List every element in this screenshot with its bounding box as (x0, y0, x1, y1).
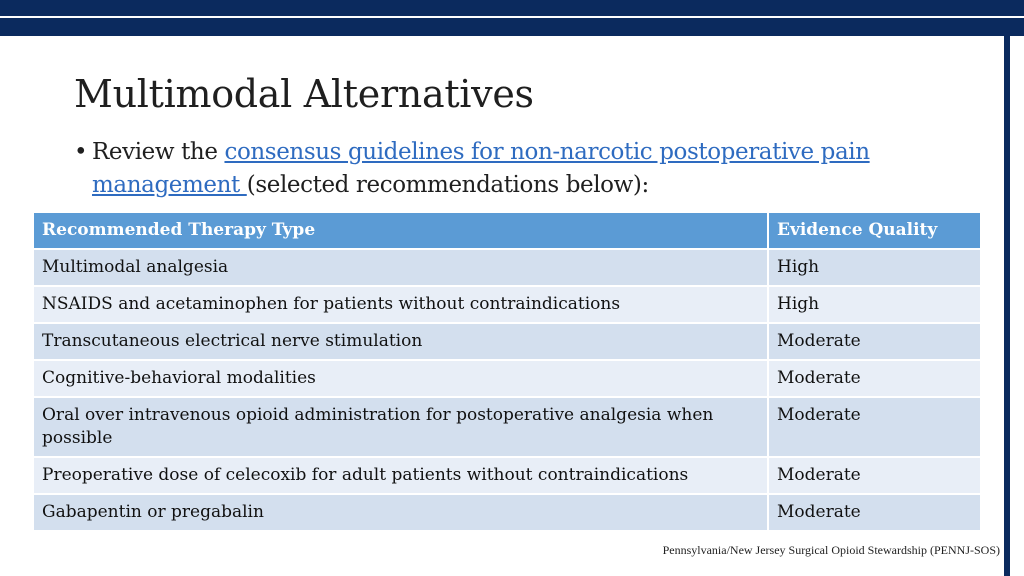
bullet-marker: • (74, 139, 88, 165)
header-evidence-quality: Evidence Quality (768, 212, 981, 249)
top-header-band (0, 0, 1024, 36)
evidence-cell: Moderate (768, 457, 981, 494)
footer-organization: Pennsylvania/New Jersey Surgical Opioid Stewardship (PENNJ-SOS) (662, 543, 1000, 557)
evidence-cell: High (768, 249, 981, 286)
recommendations-table (32, 211, 982, 532)
therapy-cell: Gabapentin or pregabalin (33, 494, 768, 531)
table-row (33, 286, 981, 323)
therapy-cell: Transcutaneous electrical nerve stimulation (33, 323, 768, 360)
therapy-cell: Multimodal analgesia (33, 249, 768, 286)
bullet-prefix: Review the (92, 139, 225, 165)
therapy-cell: NSAIDS and acetaminophen for patients without contraindications (33, 286, 768, 323)
table-row (33, 249, 981, 286)
evidence-cell: Moderate (768, 397, 981, 457)
table-row (33, 457, 981, 494)
slide-title: Multimodal Alternatives (74, 72, 534, 116)
table-row (33, 323, 981, 360)
table-row (33, 494, 981, 531)
table-header-row (33, 212, 981, 249)
table-row (33, 360, 981, 397)
top-header-stripe (0, 16, 1024, 18)
header-therapy-type: Recommended Therapy Type (33, 212, 768, 249)
right-edge-bar (1004, 36, 1010, 576)
guidelines-link[interactable]: consensus guidelines for non-narcotic postoperative pain management (92, 139, 870, 198)
therapy-cell: Preoperative dose of celecoxib for adult patients without contraindications (33, 457, 768, 494)
evidence-cell: High (768, 286, 981, 323)
table-row (33, 397, 981, 457)
therapy-cell: Oral over intravenous opioid administration for postoperative analgesia when possible (33, 397, 768, 457)
evidence-cell: Moderate (768, 323, 981, 360)
bullet-text (92, 136, 952, 202)
bullet-suffix: (selected recommendations below): (246, 172, 649, 198)
evidence-cell: Moderate (768, 494, 981, 531)
therapy-cell: Cognitive-behavioral modalities (33, 360, 768, 397)
evidence-cell: Moderate (768, 360, 981, 397)
